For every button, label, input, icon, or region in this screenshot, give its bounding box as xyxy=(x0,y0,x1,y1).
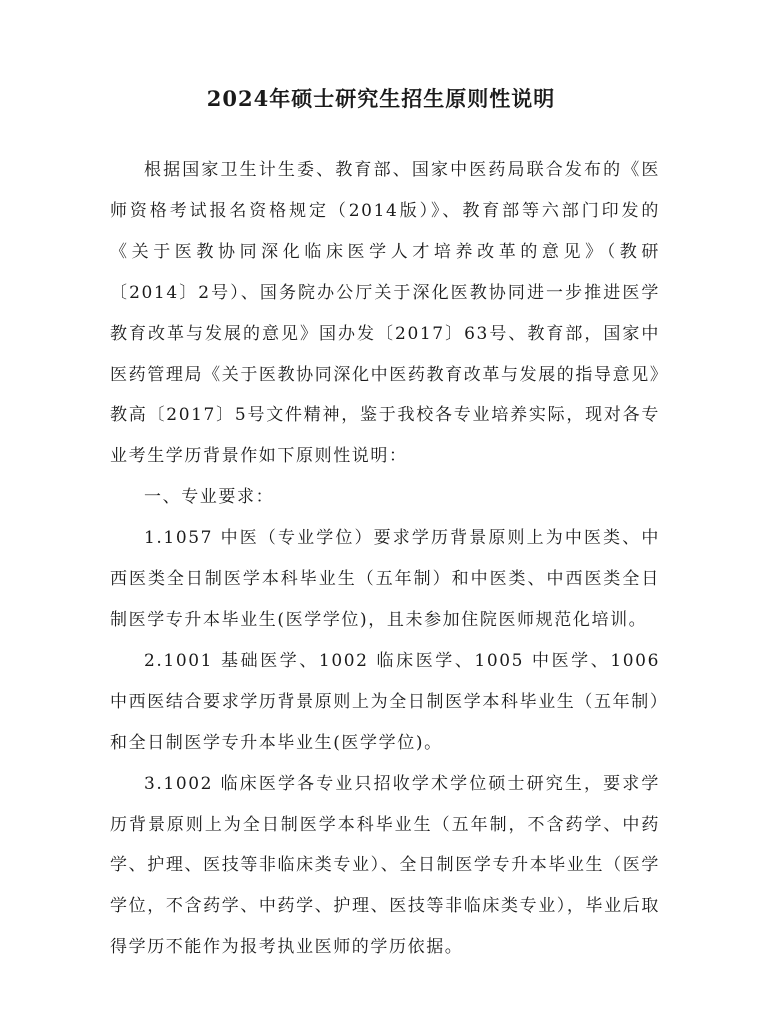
section-heading-requirements: 一、专业要求： xyxy=(144,487,275,508)
requirement-item-2: 2.1001 基础医学、1002 临床医学、1005 中医学、1006 中西医结合要求学历背景原则上为全日制医学本科毕业生（五年制）和全日制医学专升本毕业生(医学学位)。 xyxy=(110,650,660,753)
document-title: 2024年硕士研究生招生原则性说明 xyxy=(206,86,556,111)
document-body xyxy=(110,150,660,968)
requirement-item-1: 1.1057 中医（专业学位）要求学历背景原则上为中医类、中西医类全日制医学本科毕业生（五年制）和中医类、中西医类全日制医学专升本毕业生(医学学位)，且未参加住院医师规范化培训。 xyxy=(110,528,660,630)
intro-paragraph: 根据国家卫生计生委、教育部、国家中医药局联合发布的《医师资格考试报名资格规定（2014版）》、教育部等六部门印发的《关于医教协同深化临床医学人才培养改革的意见》（教研〔2014〕2号）、国务院办公厅关于深化医教协同进一步推进医学教育改革与发展的意见》国办发〔2017〕63号、教育部，国家中医药管理局《关于医教协同深化中医药教育改革与发展的指导意见》教高〔2017〕5号文件精神，鉴于我校各专业培养实际，现对各专业考生学历背景作如下原则性说明： xyxy=(110,160,660,467)
requirement-item-3: 3.1002 临床医学各专业只招收学术学位硕士研究生，要求学历背景原则上为全日制医学本科毕业生（五年制，不含药学、中药学、护理、医技等非临床类专业）、全日制医学专升本毕业生（医学学位，不含药学、中药学、护理、医技等非临床类专业），毕业后取得学历不能作为报考执业医师的学历依据。 xyxy=(110,773,660,958)
